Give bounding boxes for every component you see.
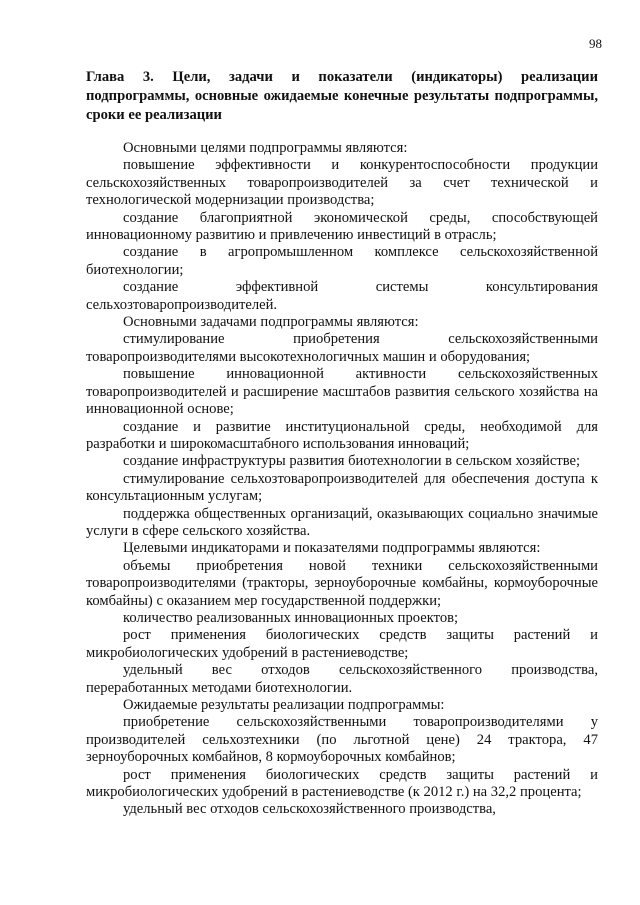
paragraph-tasks-intro: Основными задачами подпрограммы являются: [123, 314, 419, 331]
paragraph-result-2: рост применения биологических средств защиты растений и микробиологических удобрений в растениеводстве (к 2012 г.) на 32,2 процента; [86, 766, 598, 801]
paragraph-task-3: создание и развитие институциональной среды, необходимой для разработки и широкомасштабного использования инноваций; [86, 418, 598, 452]
paragraph-goal-2: создание благоприятной экономической среды, способствующей инновационному развитию и привлечению инвестиций в отрасль; [86, 209, 598, 244]
paragraph-task-6: поддержка общественных организаций, оказывающих социально значимые услуги в сфере сельского хозяйства. [86, 505, 598, 539]
page-number: 98 [589, 36, 602, 51]
paragraph-task-5: стимулирование сельхозтоваропроизводителей для обеспечения доступа к консультационным услугам; [86, 470, 598, 505]
paragraph-indicators-intro: Целевыми индикаторами и показателями подпрограммы являются: [123, 540, 541, 557]
chapter-body [86, 140, 598, 819]
paragraph-task-4: создание инфраструктуры развития биотехнологии в сельском хозяйстве; [123, 453, 581, 470]
chapter-heading: Глава 3. Цели, задачи и показатели (индикаторы) реализации подпрограммы, основные ожидаемые конечные результаты подпрограммы, сроки ее реализации [86, 69, 598, 123]
paragraph-goals-intro: Основными целями подпрограммы являются: [123, 140, 408, 156]
paragraph-goal-3: создание в агропромышленном комплексе сельскохозяйственной биотехнологии; [86, 244, 598, 278]
paragraph-task-1: стимулирование приобретения сельскохозяйственными товаропроизводителями высокотехнологичных машин и оборудования; [86, 331, 598, 365]
paragraph-results-intro: Ожидаемые результаты реализации подпрограммы: [123, 697, 445, 713]
paragraph-result-3: удельный вес отходов сельскохозяйственного производства, [123, 801, 496, 818]
paragraph-goal-4: создание эффективной системы консультирования сельхозтоваропроизводителей. [86, 279, 598, 313]
paragraph-indicator-1: объемы приобретения новой техники сельскохозяйственными товаропроизводителями (тракторы, зерноуборочные комбайны, кормоуборочные комбайны) с оказанием мер государственной поддержки; [86, 557, 598, 609]
paragraph-indicator-4: удельный вес отходов сельскохозяйственного производства, переработанных методами биотехнологии. [86, 662, 598, 696]
paragraph-task-2: повышение инновационной активности сельскохозяйственных товаропроизводителей и расширение масштабов развития сельского хозяйства на инновационной основе; [86, 366, 598, 418]
paragraph-goal-1: повышение эффективности и конкурентоспособности продукции сельскохозяйственных товаропроизводителей за счет технической и технологической модернизации производства; [86, 157, 598, 209]
paragraph-result-1: приобретение сельскохозяйственными товаропроизводителями у производителей сельхозтехники (по льготной цене) 24 трактора, 47 зерноуборочных комбайнов, 8 кормоуборочных комбайнов; [86, 714, 598, 766]
paragraph-indicator-2: количество реализованных инновационных проектов; [123, 609, 459, 626]
paragraph-indicator-3: рост применения биологических средств защиты растений и микробиологических удобрений в растениеводстве; [86, 627, 598, 661]
